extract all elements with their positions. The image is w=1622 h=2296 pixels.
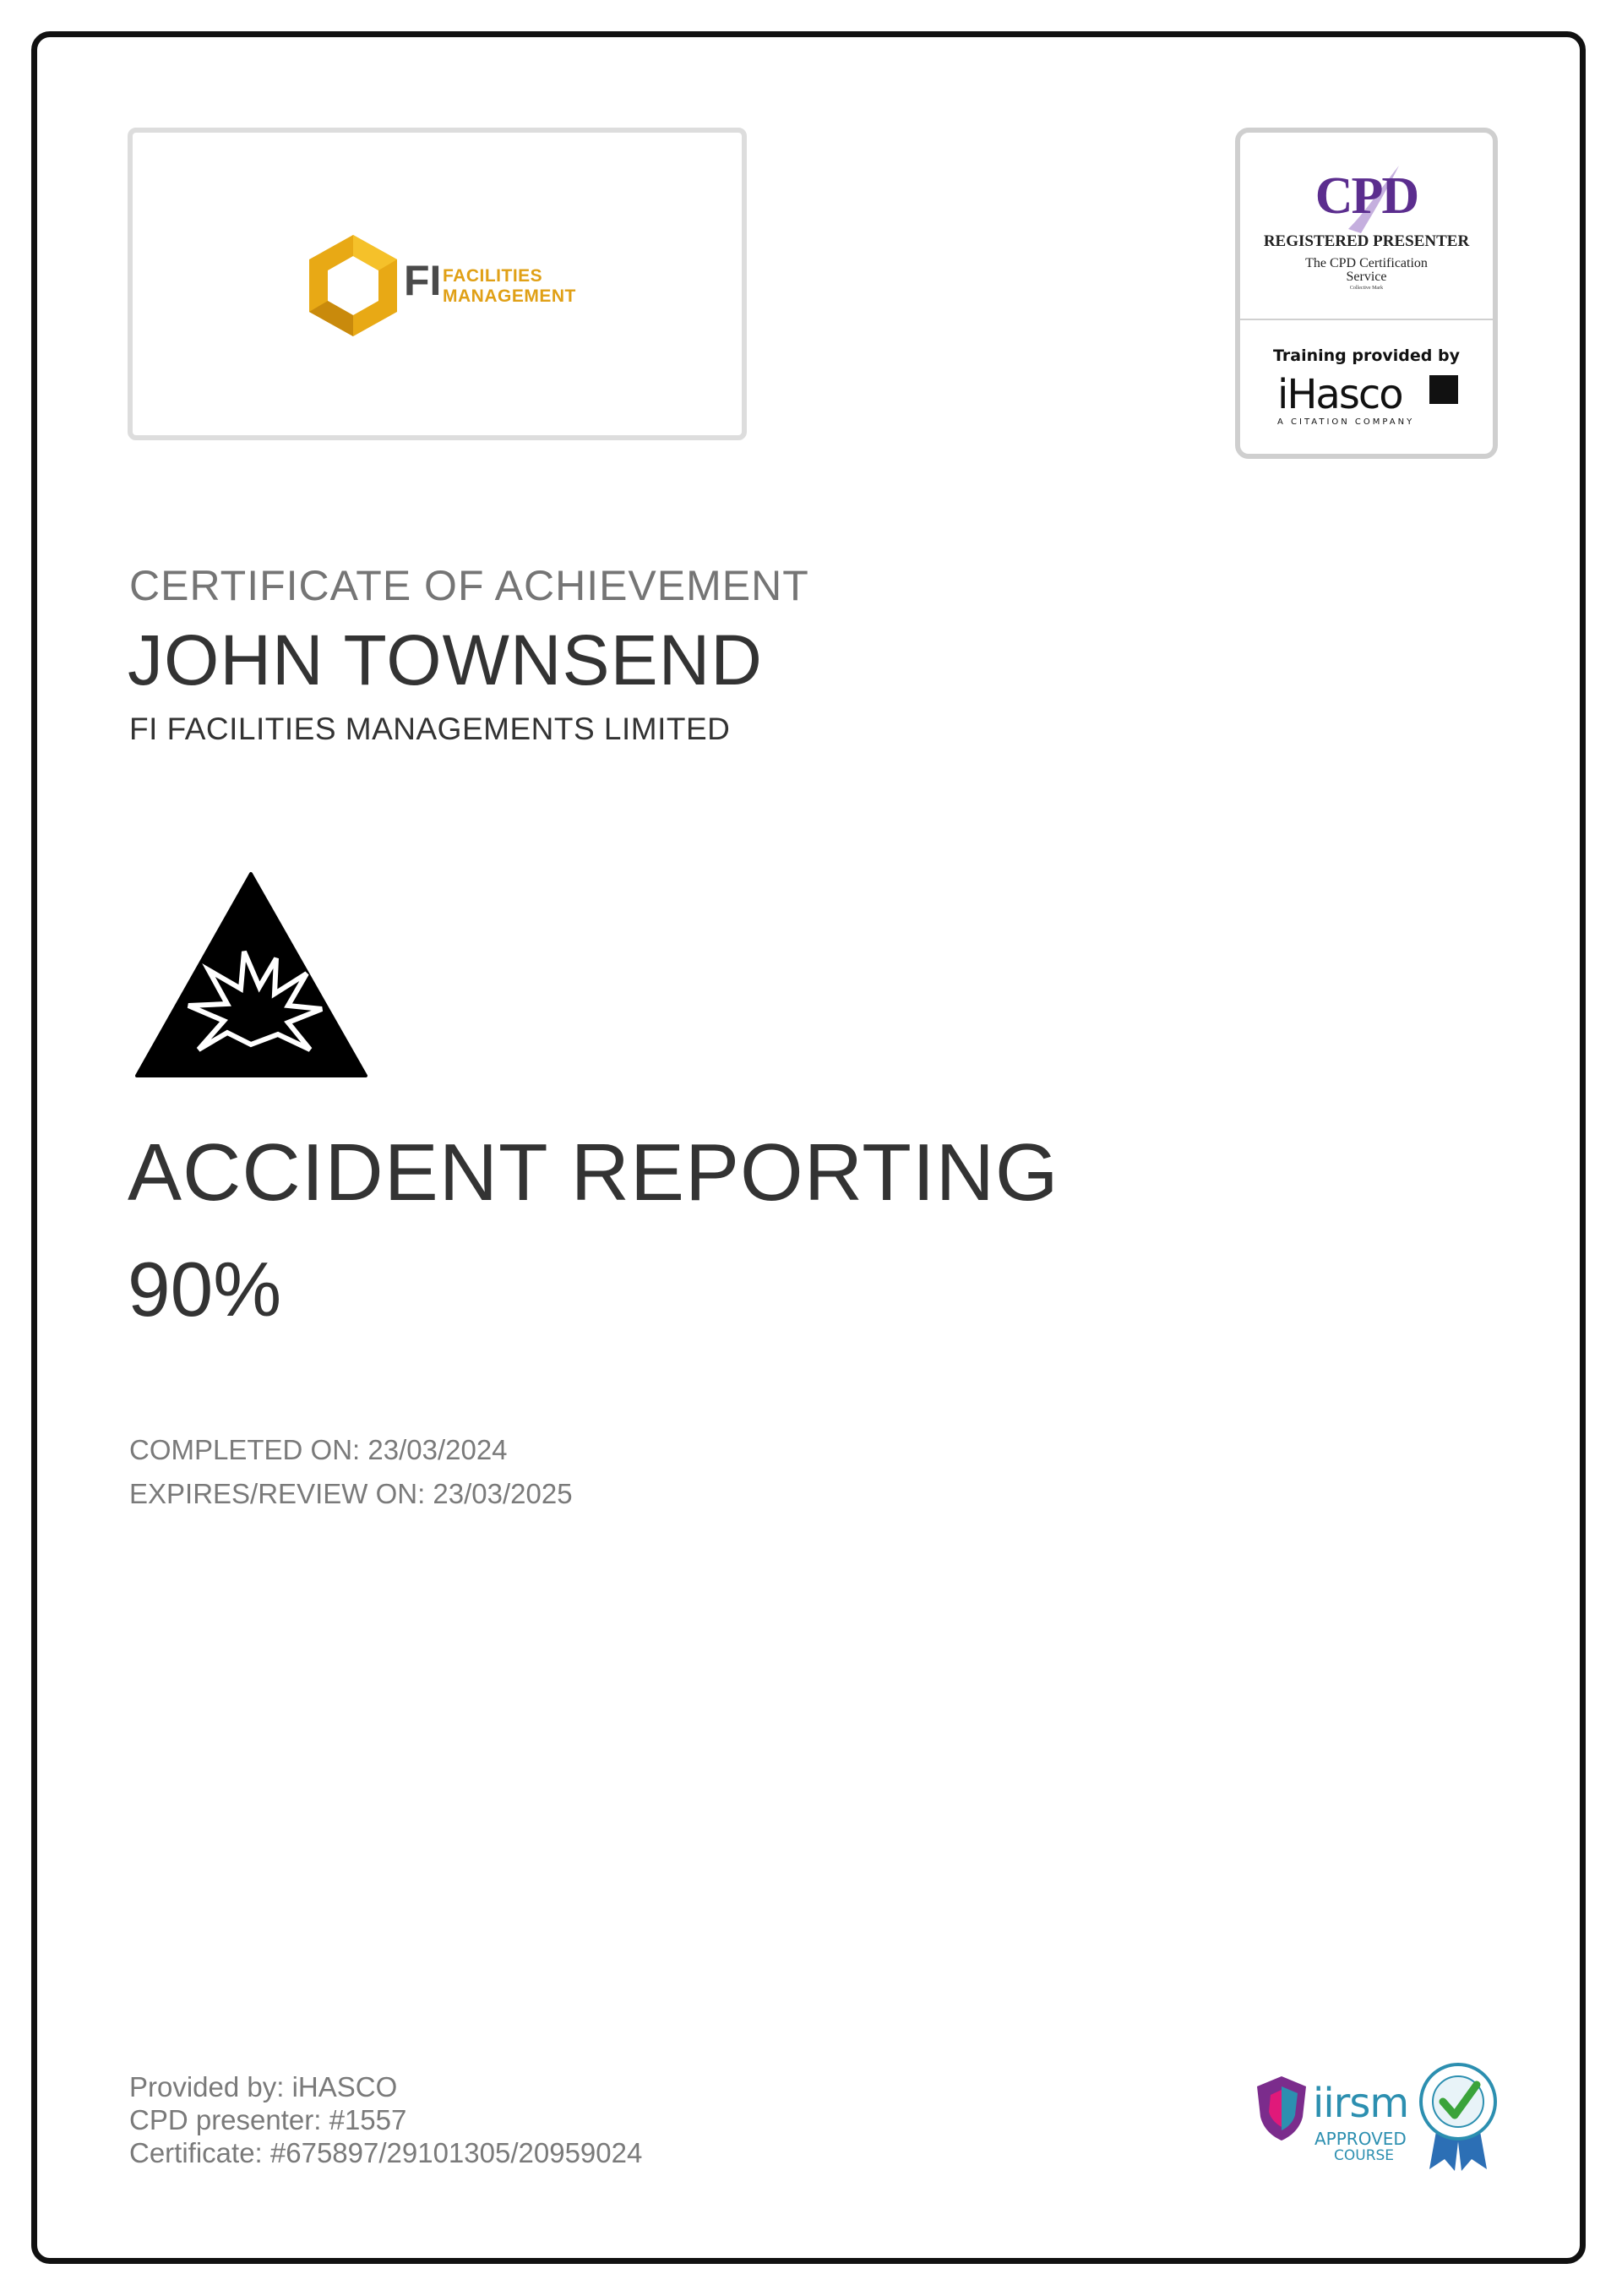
ihasco-tagline: A CITATION COMPANY (1277, 417, 1415, 427)
cpd-service-line2: Service (1346, 270, 1387, 284)
course-score: 90% (128, 1247, 282, 1333)
approved-rosette-icon (1418, 2063, 1499, 2173)
ihasco-square-icon (1429, 375, 1458, 404)
company-logo (302, 231, 590, 341)
hexagon-logo-icon (302, 231, 404, 341)
cpd-service-line1: The CPD Certification (1305, 256, 1428, 270)
logo-fi-mark: FI (404, 257, 442, 304)
company-logo-box (128, 128, 747, 440)
logo-line-facilities: FACILITIES (443, 266, 543, 286)
recipient-name: JOHN TOWNSEND (128, 620, 763, 700)
iirsm-wordmark: iirsm (1313, 2080, 1409, 2127)
completed-date: COMPLETED ON: 23/03/2024 (129, 1434, 508, 1465)
course-title: ACCIDENT REPORTING (128, 1127, 1059, 1218)
certificate-number: Certificate: #675897/29101305/20959024 (129, 2137, 643, 2168)
cpd-badge (1240, 133, 1493, 319)
provided-by: Provided by: iHASCO (129, 2071, 398, 2102)
cpd-registered-presenter: REGISTERED PRESENTER (1263, 232, 1470, 250)
expiry-date: EXPIRES/REVIEW ON: 23/03/2025 (129, 1478, 573, 1509)
badge-divider (1240, 319, 1493, 320)
iirsm-approved-label: APPROVED (1314, 2129, 1407, 2149)
ihasco-logo: iHasco (1277, 371, 1402, 418)
cpd-presenter-number: CPD presenter: #1557 (129, 2104, 407, 2135)
cpd-provider-badge (1235, 128, 1498, 459)
iirsm-course-label: COURSE (1334, 2147, 1395, 2164)
certificate-label: CERTIFICATE OF ACHIEVEMENT (129, 562, 809, 609)
organisation-name: FI FACILITIES MANAGEMENTS LIMITED (129, 712, 731, 746)
iirsm-shield-icon (1254, 2075, 1309, 2142)
logo-line-management: MANAGEMENT (443, 286, 576, 306)
iirsm-approved-badge (1254, 2063, 1499, 2173)
explosion-warning-icon (133, 870, 370, 1079)
training-provided-by: Training provided by (1273, 346, 1460, 365)
cpd-collective-mark: Collective Mark (1349, 286, 1384, 291)
cpd-mark: CPD (1314, 167, 1418, 225)
